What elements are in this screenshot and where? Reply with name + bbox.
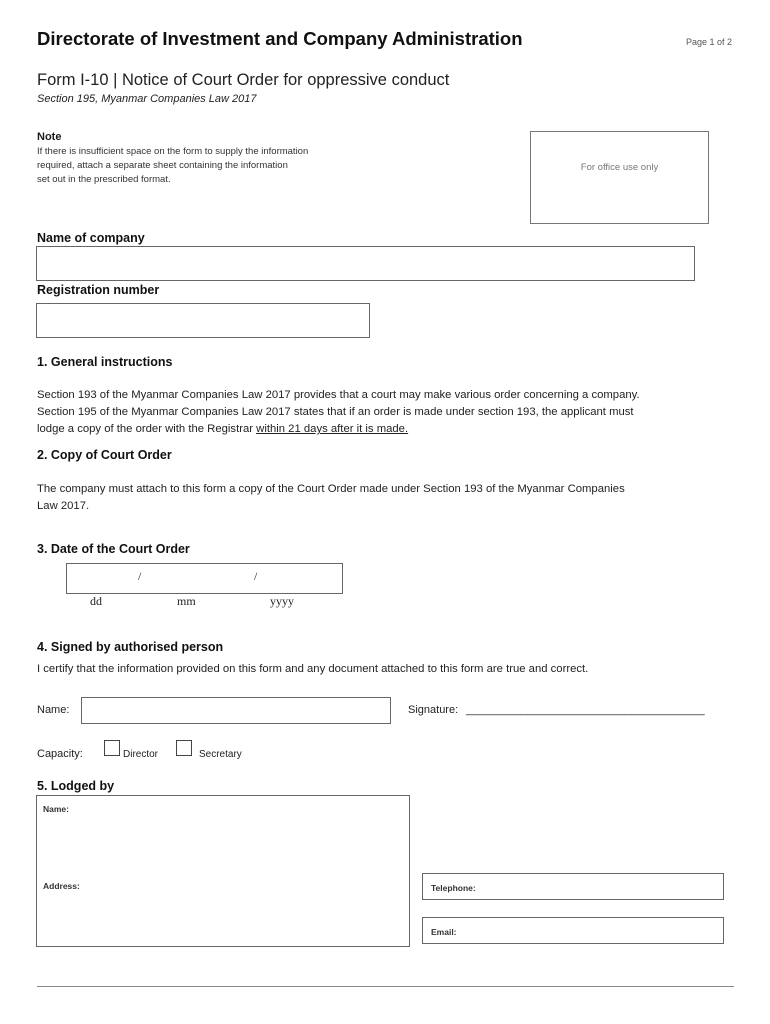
registration-number-label: Registration number	[37, 283, 160, 297]
date-separator-2: /	[254, 569, 258, 583]
signature-line[interactable]: _______________________________________	[466, 704, 705, 716]
lodger-address-label: Address:	[43, 881, 80, 891]
section-2-text-line-1: The company must attach to this form a copy of the Court Order made under Section 193 of the Myanmar Companies	[37, 483, 625, 495]
email-field[interactable]	[422, 917, 724, 944]
section-2-heading: 2. Copy of Court Order	[37, 448, 172, 462]
registration-number-field[interactable]	[36, 303, 370, 338]
section-1-text-line-3	[37, 421, 737, 438]
form-title: Form I-10 | Notice of Court Order for oppressive conduct	[37, 71, 450, 89]
director-label: Director	[123, 749, 159, 760]
date-mm-label: mm	[177, 594, 196, 608]
company-name-field[interactable]	[36, 246, 695, 281]
section-1-text-line-3-start: lodge a copy of the order with the Registrar	[37, 423, 257, 435]
telephone-field[interactable]	[422, 873, 724, 900]
office-use-box	[530, 131, 709, 224]
page-number: Page 1 of 2	[686, 37, 733, 47]
office-use-label: For office use only	[580, 162, 659, 173]
note-heading: Note	[37, 131, 62, 143]
date-yyyy-label: yyyy	[270, 594, 294, 608]
signer-name-field[interactable]	[81, 697, 391, 724]
certify-text: I certify that the information provided on this form and any document attached to this form are true and correct.	[37, 663, 589, 675]
telephone-label: Telephone:	[431, 883, 476, 893]
note-line-3: set out in the prescribed format.	[37, 174, 171, 185]
court-order-date-field[interactable]	[66, 563, 343, 594]
date-separator-1: /	[138, 569, 142, 583]
secretary-label: Secretary	[199, 749, 242, 760]
form-subtitle: Section 195, Myanmar Companies Law 2017	[37, 93, 257, 105]
signature-label: Signature:	[408, 704, 459, 716]
secretary-checkbox[interactable]	[176, 740, 192, 756]
section-1-text-line-1: Section 193 of the Myanmar Companies Law 2017 provides that a court may make various order concerning a company.	[37, 389, 640, 401]
agency-title: Directorate of Investment and Company Administration	[37, 28, 523, 49]
section-5-heading: 5. Lodged by	[37, 779, 115, 793]
capacity-label: Capacity:	[37, 748, 83, 760]
section-3-heading: 3. Date of the Court Order	[37, 542, 190, 556]
section-1-text-line-2: Section 195 of the Myanmar Companies Law 2017 states that if an order is made under section 193, the applicant must	[37, 406, 634, 418]
date-dd-label: dd	[90, 594, 102, 608]
lodger-name-label: Name:	[43, 804, 69, 814]
email-label: Email:	[431, 927, 457, 937]
lodger-details-box[interactable]	[36, 795, 410, 947]
note-line-1: If there is insufficient space on the form to supply the information	[37, 146, 309, 157]
signer-name-label: Name:	[37, 704, 70, 716]
section-1-heading: 1. General instructions	[37, 355, 173, 369]
section-2-text-line-2: Law 2017.	[37, 500, 90, 512]
director-checkbox[interactable]	[104, 740, 120, 756]
deadline-text: within 21 days after it is made.	[256, 423, 409, 435]
note-line-2: required, attach a separate sheet containing the information	[37, 160, 288, 171]
company-name-label: Name of company	[37, 231, 145, 245]
section-4-heading: 4. Signed by authorised person	[37, 640, 224, 654]
footer-divider	[37, 986, 734, 987]
